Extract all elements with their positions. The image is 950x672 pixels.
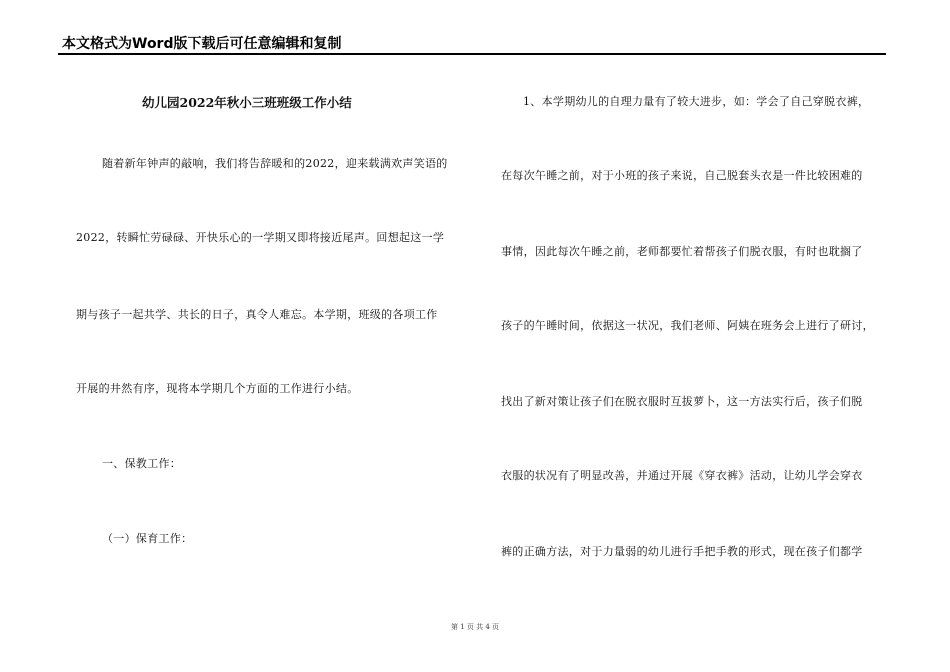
paragraph-line: 在每次午睡之前，对于小班的孩子来说，自己脱套头衣是一件比较困难的 <box>501 169 863 182</box>
paragraph-line: 随着新年钟声的敲响，我们将告辞暖和的2022，迎来载满欢声笑语的 <box>102 157 448 170</box>
paragraph-line: 开展的井然有序，现将本学期几个方面的工作进行小结。 <box>76 382 359 395</box>
paragraph-line: 孩子的午睡时间，依据这一状况，我们老师、阿姨在班务会上进行了研讨， <box>501 319 874 332</box>
paragraph-line: 2022，转瞬忙劳碌碌、开快乐心的一学期又即将接近尾声。回想起这一学 <box>76 231 445 244</box>
paragraph-line: 裤的正确方法，对于力量弱的幼儿进行手把手教的形式，现在孩子们都学 <box>501 545 863 558</box>
header-divider <box>58 53 886 55</box>
paragraph-line: 衣服的状况有了明显改善，并通过开展《穿衣裤》活动，让幼儿学会穿衣 <box>501 469 863 482</box>
paragraph-line: 找出了新对策让孩子们在脱衣服时互拔萝卜，这一方法实行后，孩子们脱 <box>501 395 863 408</box>
paragraph-line: 事情，因此每次午睡之前，老师都要忙着帮孩子们脱衣服，有时也耽搁了 <box>501 245 863 258</box>
paragraph-line: 期与孩子一起共学、共长的日子，真令人难忘。本学期，班级的各项工作 <box>76 308 438 321</box>
document-header: 本文格式为Word版下载后可任意编辑和复制 <box>62 36 342 52</box>
paragraph-line: 1、本学期幼儿的自理力量有了较大进步，如：学会了自己穿脱衣裤， <box>523 95 870 108</box>
section-heading: 一、保教工作： <box>102 457 182 470</box>
subsection-heading: （一）保育工作： <box>102 532 193 545</box>
document-title: 幼儿园2022年秋小三班班级工作小结 <box>142 95 352 110</box>
page-number: 第 1 页 共 4 页 <box>450 623 500 631</box>
